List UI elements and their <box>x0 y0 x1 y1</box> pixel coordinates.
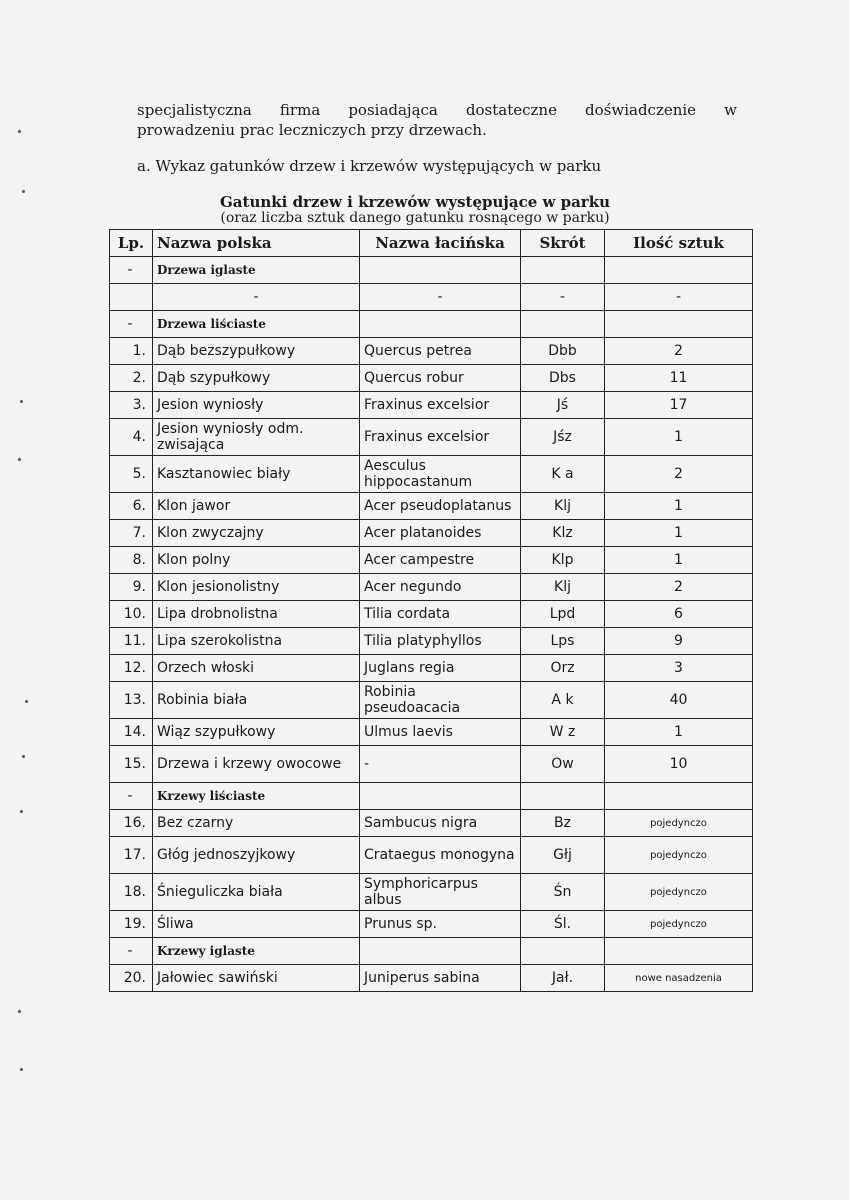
intro-word: firma <box>279 101 321 119</box>
row-lp: 4. <box>110 419 153 456</box>
empty-cell <box>360 311 521 338</box>
intro-word: specjalistyczna <box>137 101 252 119</box>
category-row <box>110 257 753 284</box>
row-count: 17 <box>605 392 753 419</box>
row-lp <box>110 284 153 311</box>
row-lp: 17. <box>110 837 153 874</box>
row-count: 1 <box>605 419 753 456</box>
row-abbreviation: W z <box>521 719 605 746</box>
row-lp: 7. <box>110 520 153 547</box>
table-row <box>110 365 753 392</box>
row-count: 40 <box>605 682 753 719</box>
empty-cell <box>605 311 753 338</box>
row-polish-name: Orzech włoski <box>153 655 360 682</box>
row-latin-name: Aesculus hippocastanum <box>360 456 521 493</box>
row-abbreviation: Śl. <box>521 911 605 938</box>
row-polish-name: Jesion wyniosły odm. zwisająca <box>153 419 360 456</box>
empty-cell <box>605 938 753 965</box>
row-latin-name: - <box>360 746 521 783</box>
empty-cell <box>521 257 605 284</box>
scan-mark <box>22 755 25 758</box>
row-latin-name: Crataegus monogyna <box>360 837 521 874</box>
row-polish-name: Jałowiec sawiński <box>153 965 360 992</box>
table-row <box>110 392 753 419</box>
table-row <box>110 965 753 992</box>
category-label: Drzewa iglaste <box>153 257 360 284</box>
row-latin-name: Ulmus laevis <box>360 719 521 746</box>
table-header-row <box>110 230 753 257</box>
row-count: 2 <box>605 338 753 365</box>
row-polish-name: - <box>153 284 360 311</box>
table-body <box>110 257 753 992</box>
table-row <box>110 837 753 874</box>
row-polish-name: Drzewa i krzewy owocowe <box>153 746 360 783</box>
row-lp: 16. <box>110 810 153 837</box>
scan-mark <box>18 130 21 133</box>
intro-word: doświadczenie <box>585 101 697 119</box>
intro-word: w <box>724 101 737 119</box>
row-polish-name: Jesion wyniosły <box>153 392 360 419</box>
table-row <box>110 456 753 493</box>
scan-mark <box>18 458 21 461</box>
category-row <box>110 783 753 810</box>
row-polish-name: Robinia biała <box>153 682 360 719</box>
table-row <box>110 911 753 938</box>
row-lp: 19. <box>110 911 153 938</box>
row-lp: 2. <box>110 365 153 392</box>
row-lp: 11. <box>110 628 153 655</box>
category-label: Drzewa liściaste <box>153 311 360 338</box>
category-row <box>110 938 753 965</box>
row-count: 2 <box>605 456 753 493</box>
scan-mark <box>20 1068 23 1071</box>
row-abbreviation: Klz <box>521 520 605 547</box>
row-polish-name: Lipa drobnolistna <box>153 601 360 628</box>
row-abbreviation: Jśz <box>521 419 605 456</box>
row-polish-name: Głóg jednoszyjkowy <box>153 837 360 874</box>
scan-mark <box>22 190 25 193</box>
row-lp: 14. <box>110 719 153 746</box>
row-latin-name: Quercus robur <box>360 365 521 392</box>
category-label: Krzewy iglaste <box>153 938 360 965</box>
empty-cell <box>360 783 521 810</box>
row-polish-name: Wiąz szypułkowy <box>153 719 360 746</box>
row-count: 2 <box>605 574 753 601</box>
row-latin-name: Acer negundo <box>360 574 521 601</box>
row-latin-name: Tilia platyphyllos <box>360 628 521 655</box>
row-count: 1 <box>605 547 753 574</box>
row-latin-name: Fraxinus excelsior <box>360 392 521 419</box>
row-lp: 10. <box>110 601 153 628</box>
row-abbreviation: Klj <box>521 493 605 520</box>
table-row <box>110 719 753 746</box>
empty-cell <box>521 311 605 338</box>
table-row <box>110 338 753 365</box>
row-lp: 12. <box>110 655 153 682</box>
header-count: Ilość sztuk <box>605 230 753 257</box>
row-latin-name: Acer campestre <box>360 547 521 574</box>
row-lp: 18. <box>110 874 153 911</box>
row-polish-name: Kasztanowiec biały <box>153 456 360 493</box>
row-latin-name: Juglans regia <box>360 655 521 682</box>
intro-word: dostateczne <box>465 101 557 119</box>
row-abbreviation: Lps <box>521 628 605 655</box>
row-lp: 6. <box>110 493 153 520</box>
row-lp: - <box>110 783 153 810</box>
row-latin-name: Juniperus sabina <box>360 965 521 992</box>
row-count: pojedynczo <box>605 874 753 911</box>
table-row <box>110 746 753 783</box>
row-latin-name: Symphoricarpus albus <box>360 874 521 911</box>
row-latin-name: Prunus sp. <box>360 911 521 938</box>
row-abbreviation: - <box>521 284 605 311</box>
intro-paragraph <box>137 100 737 140</box>
row-abbreviation: Dbs <box>521 365 605 392</box>
row-latin-name: Tilia cordata <box>360 601 521 628</box>
table-row <box>110 655 753 682</box>
row-abbreviation: Lpd <box>521 601 605 628</box>
empty-cell <box>360 257 521 284</box>
table-row <box>110 520 753 547</box>
row-lp: 3. <box>110 392 153 419</box>
scan-mark <box>25 700 28 703</box>
empty-cell <box>605 783 753 810</box>
row-polish-name: Klon jesionolistny <box>153 574 360 601</box>
table-row <box>110 601 753 628</box>
row-count: - <box>605 284 753 311</box>
row-lp: - <box>110 257 153 284</box>
row-count: 11 <box>605 365 753 392</box>
row-lp: - <box>110 938 153 965</box>
row-latin-name: Fraxinus excelsior <box>360 419 521 456</box>
row-count: 3 <box>605 655 753 682</box>
table-row <box>110 574 753 601</box>
row-abbreviation: Orz <box>521 655 605 682</box>
header-lp: Lp. <box>110 230 153 257</box>
table-row <box>110 682 753 719</box>
row-latin-name: Quercus petrea <box>360 338 521 365</box>
row-lp: 9. <box>110 574 153 601</box>
row-polish-name: Klon zwyczajny <box>153 520 360 547</box>
table-title: Gatunki drzew i krzewów występujące w parku <box>219 193 611 211</box>
row-count: pojedynczo <box>605 911 753 938</box>
row-count: 1 <box>605 520 753 547</box>
row-abbreviation: Ow <box>521 746 605 783</box>
row-polish-name: Dąb szypułkowy <box>153 365 360 392</box>
row-count: pojedynczo <box>605 810 753 837</box>
table-row <box>110 628 753 655</box>
row-polish-name: Lipa szerokolistna <box>153 628 360 655</box>
header-latin-name: Nazwa łacińska <box>360 230 521 257</box>
row-polish-name: Dąb bezszypułkowy <box>153 338 360 365</box>
table-row <box>110 874 753 911</box>
table-row <box>110 547 753 574</box>
row-polish-name: Śnieguliczka biała <box>153 874 360 911</box>
empty-cell <box>605 257 753 284</box>
row-polish-name: Klon jawor <box>153 493 360 520</box>
row-abbreviation: Jś <box>521 392 605 419</box>
table-row <box>110 493 753 520</box>
row-count: nowe nasadzenia <box>605 965 753 992</box>
scan-mark <box>20 810 23 813</box>
section-a-heading: a. Wykaz gatunków drzew i krzewów występujących w parku <box>137 157 602 175</box>
header-polish-name: Nazwa polska <box>153 230 360 257</box>
row-count: 1 <box>605 493 753 520</box>
row-lp: 20. <box>110 965 153 992</box>
row-abbreviation: Klp <box>521 547 605 574</box>
row-polish-name: Klon polny <box>153 547 360 574</box>
empty-cell <box>360 938 521 965</box>
scan-mark <box>18 1010 21 1013</box>
table-subtitle: (oraz liczba sztuk danego gatunku rosnącego w parku) <box>220 210 610 226</box>
row-lp: 1. <box>110 338 153 365</box>
row-latin-name: Robinia pseudoacacia <box>360 682 521 719</box>
row-count: pojedynczo <box>605 837 753 874</box>
row-abbreviation: Jał. <box>521 965 605 992</box>
row-latin-name: Acer platanoides <box>360 520 521 547</box>
empty-cell <box>521 938 605 965</box>
row-abbreviation: K a <box>521 456 605 493</box>
row-lp: 5. <box>110 456 153 493</box>
row-abbreviation: Bz <box>521 810 605 837</box>
empty-cell <box>521 783 605 810</box>
row-abbreviation: Klj <box>521 574 605 601</box>
row-lp: 15. <box>110 746 153 783</box>
scan-mark <box>20 400 23 403</box>
row-abbreviation: Głj <box>521 837 605 874</box>
row-latin-name: - <box>360 284 521 311</box>
species-table <box>109 229 753 992</box>
row-count: 9 <box>605 628 753 655</box>
intro-word: posiadająca <box>348 101 438 119</box>
placeholder-row <box>110 284 753 311</box>
row-count: 1 <box>605 719 753 746</box>
header-abbreviation: Skrót <box>521 230 605 257</box>
intro-line-1 <box>137 100 737 120</box>
row-abbreviation: Śn <box>521 874 605 911</box>
row-count: 6 <box>605 601 753 628</box>
row-count: 10 <box>605 746 753 783</box>
row-lp: - <box>110 311 153 338</box>
table-row <box>110 810 753 837</box>
table-row <box>110 419 753 456</box>
row-lp: 13. <box>110 682 153 719</box>
category-label: Krzewy liściaste <box>153 783 360 810</box>
row-abbreviation: A k <box>521 682 605 719</box>
row-abbreviation: Dbb <box>521 338 605 365</box>
category-row <box>110 311 753 338</box>
row-latin-name: Acer pseudoplatanus <box>360 493 521 520</box>
row-lp: 8. <box>110 547 153 574</box>
row-polish-name: Śliwa <box>153 911 360 938</box>
row-polish-name: Bez czarny <box>153 810 360 837</box>
row-latin-name: Sambucus nigra <box>360 810 521 837</box>
intro-line-2: prowadzeniu prac leczniczych przy drzewach. <box>137 121 487 139</box>
